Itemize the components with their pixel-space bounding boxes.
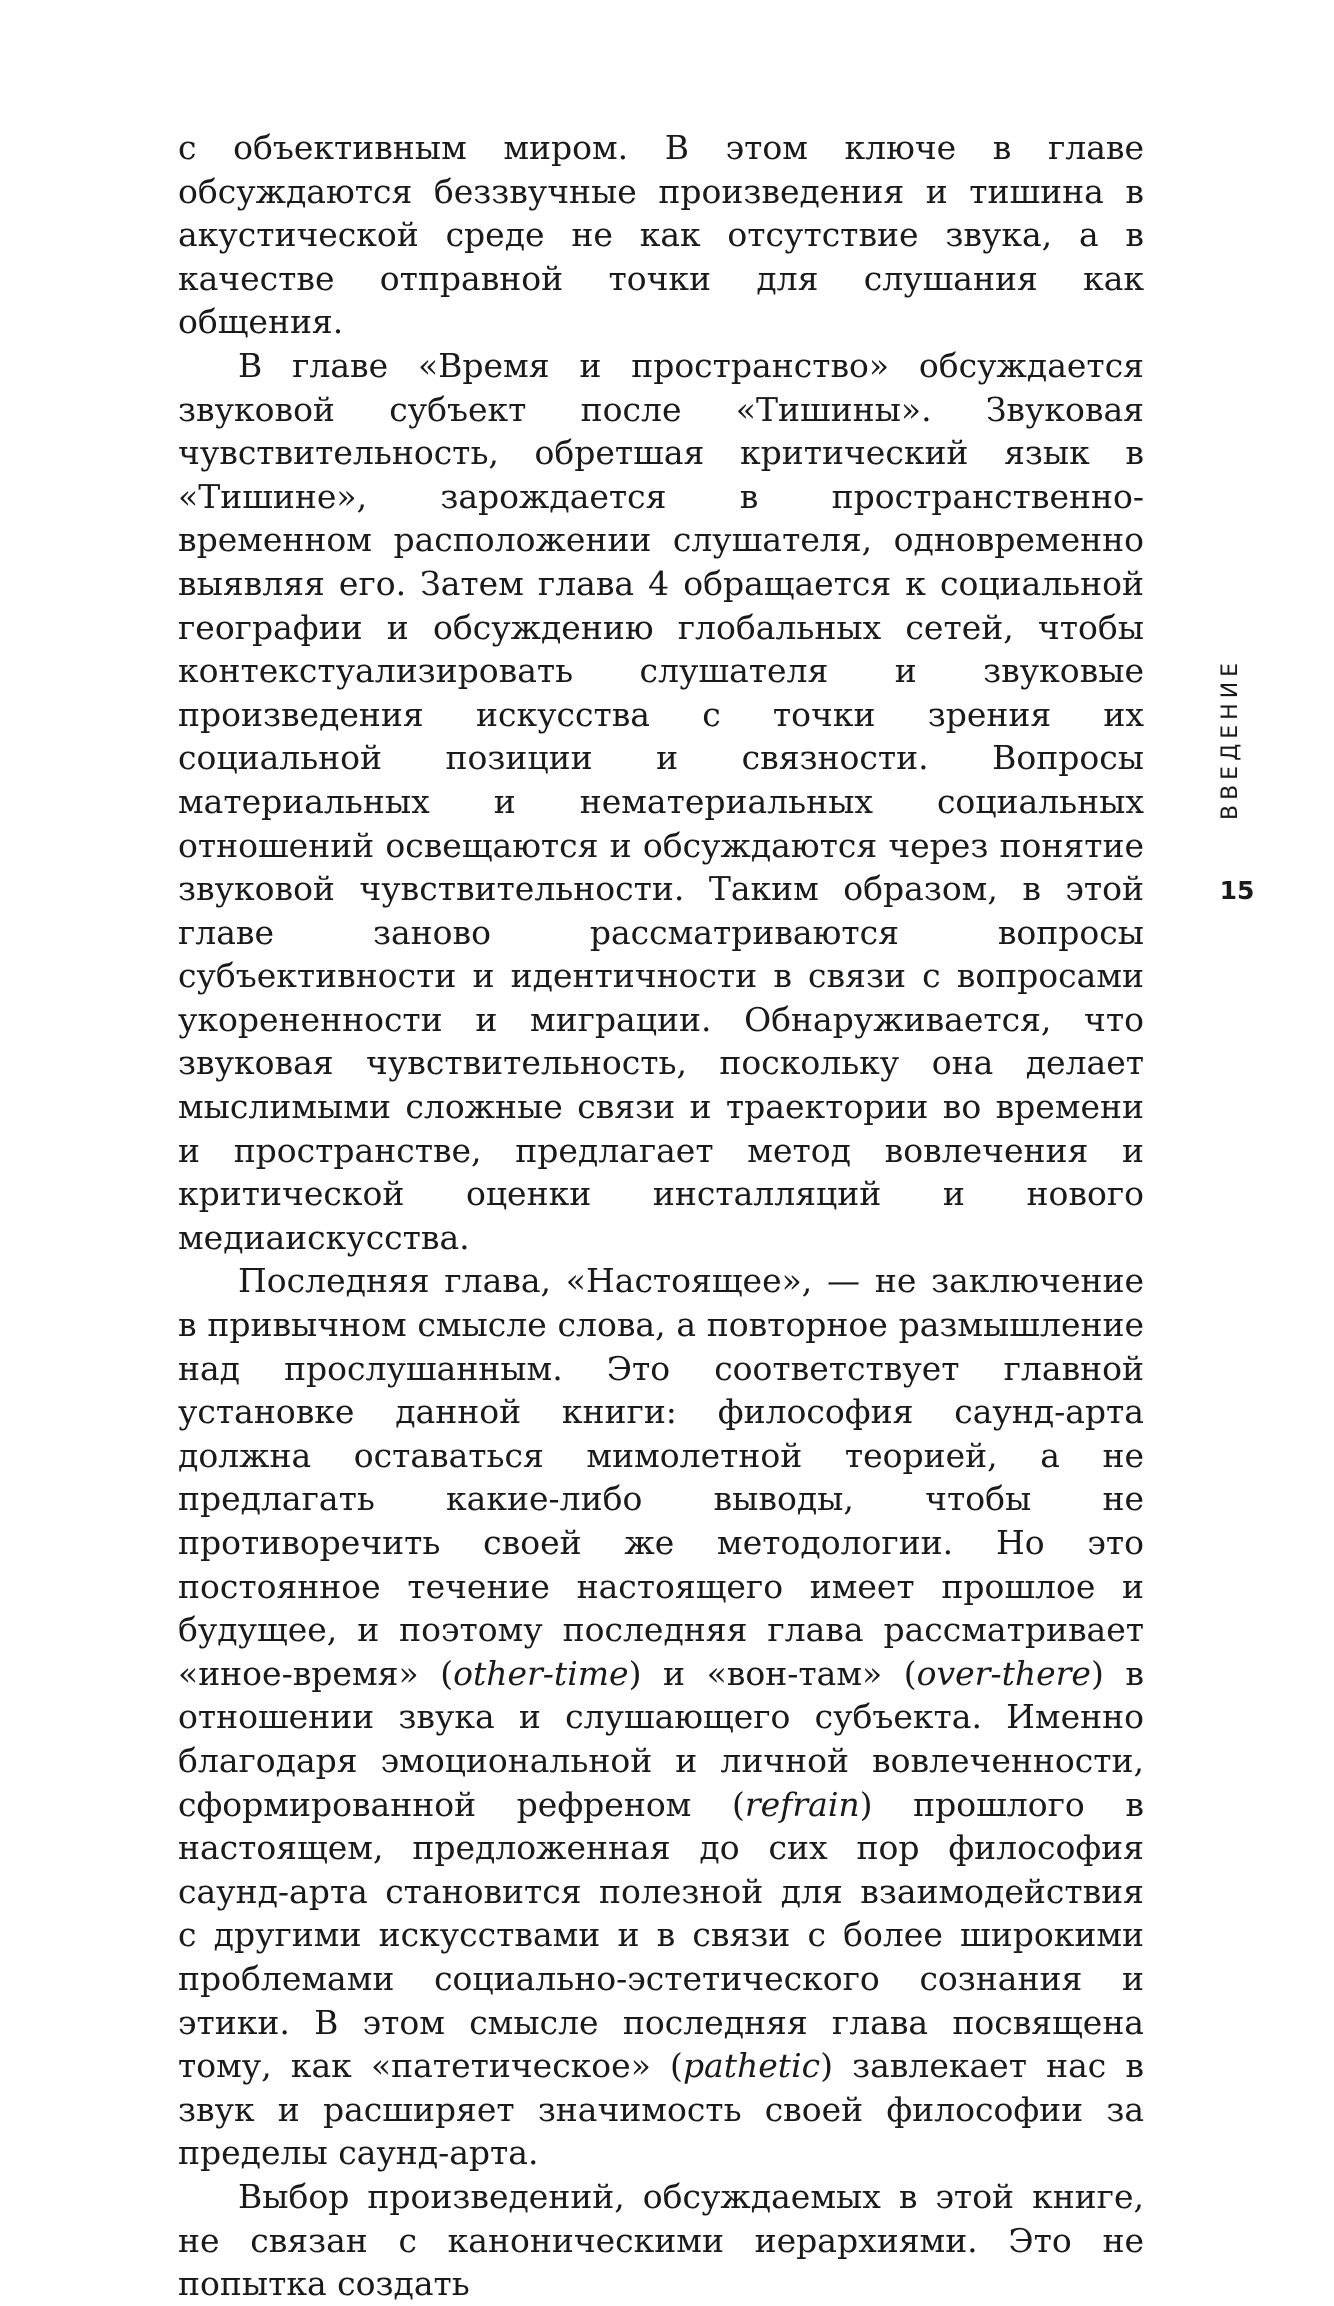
paragraph-2 [178, 344, 1144, 1259]
body-text [178, 126, 1144, 2306]
paragraph-3 [178, 1259, 1144, 2174]
paragraph-1 [178, 126, 1144, 344]
italic-term: pathetic [682, 2046, 821, 2086]
text-run: ) и «вон-там» ( [628, 1653, 917, 1693]
italic-term: over-there [916, 1653, 1091, 1693]
text-run: ) завлекает нас в звук и расширяет значимость своей философии за пределы саунд-арта. [178, 2046, 1145, 2173]
text-run: В главе «Время и пространство» обсуждается звуковой субъект после «Тишины». Звуковая чувствительность, обретшая критический язык в «Тишине», зарождается в пространственно-временном расположении слушателя, одновременно выявляя его. Затем глава 4 обращается к социальной географии и обсуждению глобальных сетей, чтобы контекстуализировать слушателя и звуковые произведения искусства с точки зрения их социальной позиции и связности. Вопросы материальных и нематериальных социальных отношений освещаются и обсуждаются через понятие звуковой чувствительности. Таким образом, в этой главе заново рассматриваются вопросы субъективности и идентичности в связи с вопросами укорененности и миграции. Обнаруживается, что звуковая чувствительность, поскольку она делает мыслимыми сложные связи и траектории во времени и пространстве, предлагает метод вовлечения и критической оценки инсталляций и нового медиаискусства. [178, 345, 1144, 1257]
page-number: 15 [1219, 876, 1255, 905]
italic-term: refrain [744, 1784, 860, 1824]
text-run: Последняя глава, «Настоящее», — не заключение в привычном смысле слова, а повторное размышление над прослушанным. Это соответствует главной установке данной книги: философия саунд-арта должна оставаться мимолетной теорией, а не предлагать какие-либо выводы, чтобы не противоречить своей же методологии. Но это постоянное течение настоящего имеет прошлое и будущее, и поэтому последняя глава рассматривает «иное-время» ( [178, 1261, 1144, 1693]
text-run: ) прошлого в настоящем, предложенная до сих пор философия саунд-арта становится полезной для взаимодействия с другими искусствами и в связи с более широкими проблемами социально-эстетического сознания и этики. В этом смысле последняя глава посвящена тому, как «патетическое» ( [178, 1784, 1144, 2086]
italic-term: other-time [453, 1653, 629, 1693]
text-run: Выбор произведений, обсуждаемых в этой книге, не связан с каноническими иерархиями. Это не попытка создать [178, 2176, 1144, 2304]
running-head: ВВЕДЕНИЕ [1218, 657, 1243, 820]
text-run: ) в отношении звука и слушающего субъекта. Именно благодаря эмоциональной и личной вовлеченности, сформированной рефреном ( [178, 1653, 1144, 1824]
paragraph-4 [178, 2175, 1144, 2306]
text-run: с объективным миром. В этом ключе в главе обсуждаются беззвучные произведения и тишина в акустической среде не как отсутствие звука, а в качестве отправной точки для слушания как общения. [178, 128, 1144, 342]
